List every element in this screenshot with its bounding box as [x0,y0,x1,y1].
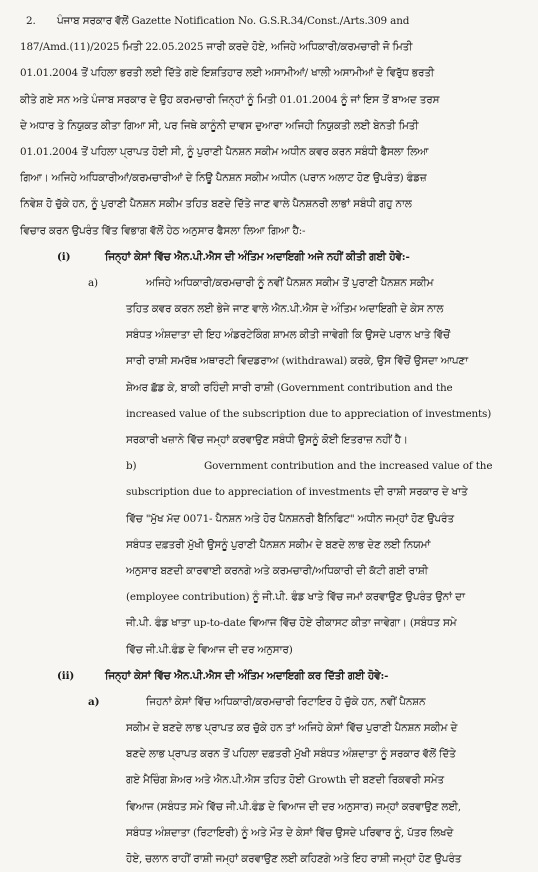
section-ii-a-line: ਸਬੰਧਤ ਅੰਸ਼ਦਾਤਾ (ਰਿਟਾਇਰੀ) ਨੂੰ ਅਤੇ ਮੌਤ ਦੇ ਕੇਸਾਂ ਵਿੱਚ ਉਸਦੇ ਪਰਿਵਾਰ ਨੂੰ, ਪੱਤਰ ਲਿਖਦੇ [126,826,454,839]
section-i-b-line: ਸਬੰਧਤ ਦਫ਼ਤਰੀ ਮੁੱਖੀ ਉਸਨੂੰ ਪੁਰਾਣੀ ਪੈਨਸ਼ਨ ਸਕੀਮ ਦੇ ਬਣਦੇ ਲਾਭ ਦੇਣ ਲਈ ਨਿਯਮਾਂ [126,538,431,551]
para-text: ਪੰਜਾਬ ਸਰਕਾਰ ਵੱਲੋਂ Gazette Notification No. G.S.R.34/Const./Arts.309 and [57,15,410,27]
section-i-b-line: subscription due to appreciation of investments ਦੀ ਰਾਸ਼ੀ ਸਰਕਾਰ ਦੇ ਖਾਤੇ [126,486,468,499]
para-line-6: 01.01.2004 ਤੋਂ ਪਹਿਲਾ ਪ੍ਰਾਪਤ ਹੋਈ ਸੀ, ਨੂੰ ਪੁਰਾਣੀ ਪੈਨਸ਼ਨ ਸਕੀਮ ਅਧੀਨ ਕਵਰ ਕਰਨ ਸਬੰਧੀ ਫੈਸਲਾ ਲਿਆ [20,145,429,158]
section-ii-a-line: ਗਏ ਮੈਚਿੰਗ ਸ਼ੇਅਰ ਅਤੇ ਐਨ.ਪੀ.ਐਸ ਤਹਿਤ ਹੋਈ Growth ਦੀ ਬਣਦੀ ਰਿਕਵਰੀ ਸਮੇਤ [126,774,444,787]
section-i-b-line: ਅਨੁਸਾਰ ਬਣਦੀ ਕਾਰਵਾਈ ਕਰਨਗੇ ਅਤੇ ਕਰਮਚਾਰੀ/ਅਧਿਕਾਰੀ ਦੀ ਕੱਟੀ ਗਈ ਰਾਸ਼ੀ [126,564,428,577]
section-ii-a-line: ਵਿਆਜ (ਸਬੰਧਤ ਸਮੇ ਵਿੱਚ ਜੀ.ਪੀ.ਫੰਡ ਦੇ ਵਿਆਜ ਦੀ ਦਰ ਅਨੁਸਾਰ) ਜਮ੍ਹਾਂ ਕਰਵਾਉਣ ਲਈ, [126,800,461,813]
para-line-1 [20,8,522,34]
para-line-7: ਗਿਆ। ਅਜਿਹੇ ਅਧਿਕਾਰੀਆਂ/ਕਰਮਚਾਰੀਆਂ ਦੇ ਨਿਊ ਪੈਨਸ਼ਨ ਸਕੀਮ ਅਧੀਨ (ਪਰਾਨ ਅਲਾਟ ਹੋਣ ਉਪਰੰਤ) ਫੰਡਜ਼ [20,172,427,185]
section-i-heading-text: ਜਿਨ੍ਹਾਂ ਕੇਸਾਂ ਵਿੱਚ ਐਨ.ਪੀ.ਐਸ ਦੀ ਅੰਤਿਮ ਅਦਾਇਗੀ ਅਜੇ ਨਹੀਂ ਕੀਤੀ ਗਈ ਹੋਵੇ:- [105,250,410,263]
para-line-2: 187/Amd.(11)/2025 ਮਿਤੀ 22.05.2025 ਜਾਰੀ ਕਰਦੇ ਹੋਏ, ਅਜਿਹੇ ਅਧਿਕਾਰੀ/ਕਰਮਚਾਰੀ ਜੋ ਮਿਤੀ [20,41,413,54]
section-i-b-line: (employee contribution) ਨੂੰ ਜੀ.ਪੀ. ਫੰਡ ਖਾਤੇ ਵਿੱਚ ਜਮਾਂ ਕਰਵਾਉਣ ਉਪਰੰਤ ਉਨਾਂ ਦਾ [126,591,465,604]
section-i-b-line: ਵਿੱਚ ਜੀ.ਪੀ.ਫੰਡ ਦੇ ਵਿਆਜ ਦੀ ਦਰ ਅਨੁਸਾਰ) [126,643,293,656]
section-i-a-line: increased value of the subscription due to appreciation of investments) [126,407,492,420]
section-i-a-label: a) [88,276,98,289]
section-i-a-line: ਸਰਕਾਰੀ ਖਜ਼ਾਨੇ ਵਿੱਚ ਜਮ੍ਹਾਂ ਕਰਵਾਉਣ ਸਬੰਧੀ ਉਸਨੂੰ ਕੋਈ ਇਤਰਾਜ਼ ਨਹੀਂ ਹੈ। [126,434,408,446]
para-line-5: ਦੇ ਅਧਾਰ ਤੇ ਨਿਯੁਕਤ ਕੀਤਾ ਗਿਆ ਸੀ, ਪਰ ਜਿਥੇ ਕਾਨੂੰਨੀ ਦਾਵਸ ਦੁਆਰਾ ਅਜਿਹੀ ਨਿਯੁਕਤੀ ਲਈ ਬੇਨਤੀ ਮਿਤੀ [20,119,419,132]
para-line-9: ਵਿਚਾਰ ਕਰਨ ਉਪਰੰਤ ਵਿੱਤ ਵਿਭਾਗ ਵੱਲੋਂ ਹੇਠ ਅਨੁਸਾਰ ਫੈਸਲਾ ਲਿਆ ਗਿਆ ਹੈ:- [20,224,306,237]
section-ii-a-line: ਸਕੀਮ ਦੇ ਬਣਦੇ ਲਾਭ ਪ੍ਰਾਪਤ ਕਰ ਚੁੱਕੇ ਹਨ ਤਾਂ ਅਜਿਹੇ ਕੇਸਾਂ ਵਿੱਚ ਪੁਰਾਣੀ ਪੈਨਸ਼ਨ ਸਕੀਮ ਦੇ [126,722,458,735]
para-line-8: ਨਿਵੇਸ਼ ਹੋ ਚੁੱਕੇ ਹਨ, ਨੂੰ ਪੁਰਾਣੀ ਪੈਨਸ਼ਨ ਸਕੀਮ ਤਹਿਤ ਬਣਦੇ ਦਿੱਤੇ ਜਾਣ ਵਾਲੇ ਪੈਨਸ਼ਨਰੀ ਲਾਭਾਂ ਸਬੰਧੀ ਗਹੁ ਨਾਲ [20,198,412,211]
section-ii-heading-text: ਜਿਨ੍ਹਾਂ ਕੇਸਾਂ ਵਿੱਚ ਐਨ.ਪੀ.ਐਸ ਦੀ ਅੰਤਿਮ ਅਦਾਇਗੀ ਕਰ ਦਿੱਤੀ ਗਈ ਹੋਵੇ:- [105,669,389,682]
section-i-b-label: b) [126,460,137,473]
section-i-a-first [20,270,522,296]
section-i-a-line: ਤਹਿਤ ਕਵਰ ਕਰਨ ਲਈ ਭੇਜੇ ਜਾਣ ਵਾਲੇ ਐਨ.ਪੀ.ਐਸ ਦੇ ਅੰਤਿਮ ਅਦਾਇਗੀ ਦੇ ਕੇਸ ਨਾਲ [126,303,444,316]
section-ii-a-first [20,689,522,715]
section-ii-a-label: a) [88,695,100,708]
section-ii-heading [20,663,522,689]
section-ii-label: (ii) [57,669,75,682]
section-i-a-line: ਸਬੰਧਤ ਅੰਸ਼ਦਾਤਾ ਦੀ ਇਹ ਅੰਡਰਟੇਕਿੰਗ ਸ਼ਾਮਲ ਕੀਤੀ ਜਾਵੇਗੀ ਕਿ ਉਸਦੇ ਪਰਾਨ ਖਾਤੇ ਵਿੱਚੋਂ [126,329,451,342]
section-i-a-line: ਸ਼ੇਅਰ ਛੱਡ ਕੇ, ਬਾਕੀ ਰਹਿੰਦੀ ਸਾਰੀ ਰਾਸ਼ੀ (Government contribution and the [126,381,453,394]
section-i-heading [20,244,522,270]
section-ii-a-line: ਹੋਏ, ਚਲਾਨ ਰਾਹੀਂ ਰਾਸ਼ੀ ਜਮ੍ਹਾਂ ਕਰਵਾਉਣ ਲਈ ਕਹਿਣਗੇ ਅਤੇ ਇਹ ਰਾਸ਼ੀ ਜਮ੍ਹਾਂ ਹੋਣ ਉਪਰੰਤ [126,853,462,865]
para-line-3: 01.01.2004 ਤੋਂ ਪਹਿਲਾ ਭਰਤੀ ਲਈ ਦਿੱਤੇ ਗਏ ਇਸ਼ਤਿਹਾਰ ਲਈ ਅਸਾਮੀਆਂ/ ਖਾਲੀ ਅਸਾਮੀਆਂ ਦੇ ਵਿਰੁੱਧ ਭਰਤੀ [20,67,434,80]
section-i-label: (i) [57,250,71,263]
section-ii-a-first-text: ਜਿਹਨਾਂ ਕੇਸਾਂ ਵਿੱਚ ਅਧਿਕਾਰੀ/ਕਰਮਚਾਰੀ ਰਿਟਾਇਰ ਹੋ ਚੁੱਕੇ ਹਨ, ਨਵੀਂ ਪੈਨਸ਼ਨ [146,695,426,708]
section-i-a-line: ਸਾਰੀ ਰਾਸ਼ੀ ਸਮਰੱਥ ਅਥਾਰਟੀ ਵਿਦਡਰਾਅ (withdrawal) ਕਰਕੇ, ਉਸ ਵਿੱਚੋਂ ਉਸਦਾ ਆਪਣਾ [126,355,468,368]
paragraph-number: 2. [26,15,36,27]
section-i-b-line: ਜੀ.ਪੀ. ਫੰਡ ਖਾਤਾ up-to-date ਵਿਆਜ ਵਿੱਚ ਹੋਏ ਰੀਕਾਸਟ ਕੀਤਾ ਜਾਵੇਗਾ। (ਸਬੰਧਤ ਸਮੇ [126,617,457,630]
section-i-b-first-text: Government contribution and the increased value of the [204,460,493,473]
section-ii-a-line: ਬਣਦੇ ਲਾਭ ਪ੍ਰਾਪਤ ਕਰਨ ਤੋਂ ਪਹਿਲਾ ਦਫ਼ਤਰੀ ਮੁੱਖੀ ਸਬੰਧਤ ਅੰਸ਼ਦਾਤਾ ਨੂੰ ਸਰਕਾਰ ਵੱਲੋਂ ਦਿੱਤੇ [126,748,456,761]
section-i-a-first-text: ਅਜਿਹੇ ਅਧਿਕਾਰੀ/ਕਰਮਚਾਰੀ ਨੂੰ ਨਵੀਂ ਪੈਨਸ਼ਨ ਸਕੀਮ ਤੋਂ ਪੁਰਾਣੀ ਪੈਨਸ਼ਨ ਸਕੀਮ [146,276,434,289]
para-line-4: ਕੀਤੇ ਗਏ ਸਨ ਅਤੇ ਪੰਜਾਬ ਸਰਕਾਰ ਦੇ ਉਹ ਕਰਮਚਾਰੀ ਜਿਨ੍ਹਾਂ ਨੂੰ ਮਿਤੀ 01.01.2004 ਨੂੰ ਜਾਂ ਇਸ ਤੋਂ ਬਾਅਦ ਤਰਸ [20,93,440,106]
section-i-b-line: ਵਿੱਚ "ਮੁੱਖ ਮੱਦ 0071- ਪੈਨਸ਼ਨ ਅਤੇ ਹੋਰ ਪੈਨਸ਼ਨਰੀ ਬੈਨਿਫਿਟ" ਅਧੀਨ ਜਮ੍ਹਾਂ ਹੋਣ ਉਪਰੰਤ [126,512,454,525]
section-i-b-first [20,453,522,479]
